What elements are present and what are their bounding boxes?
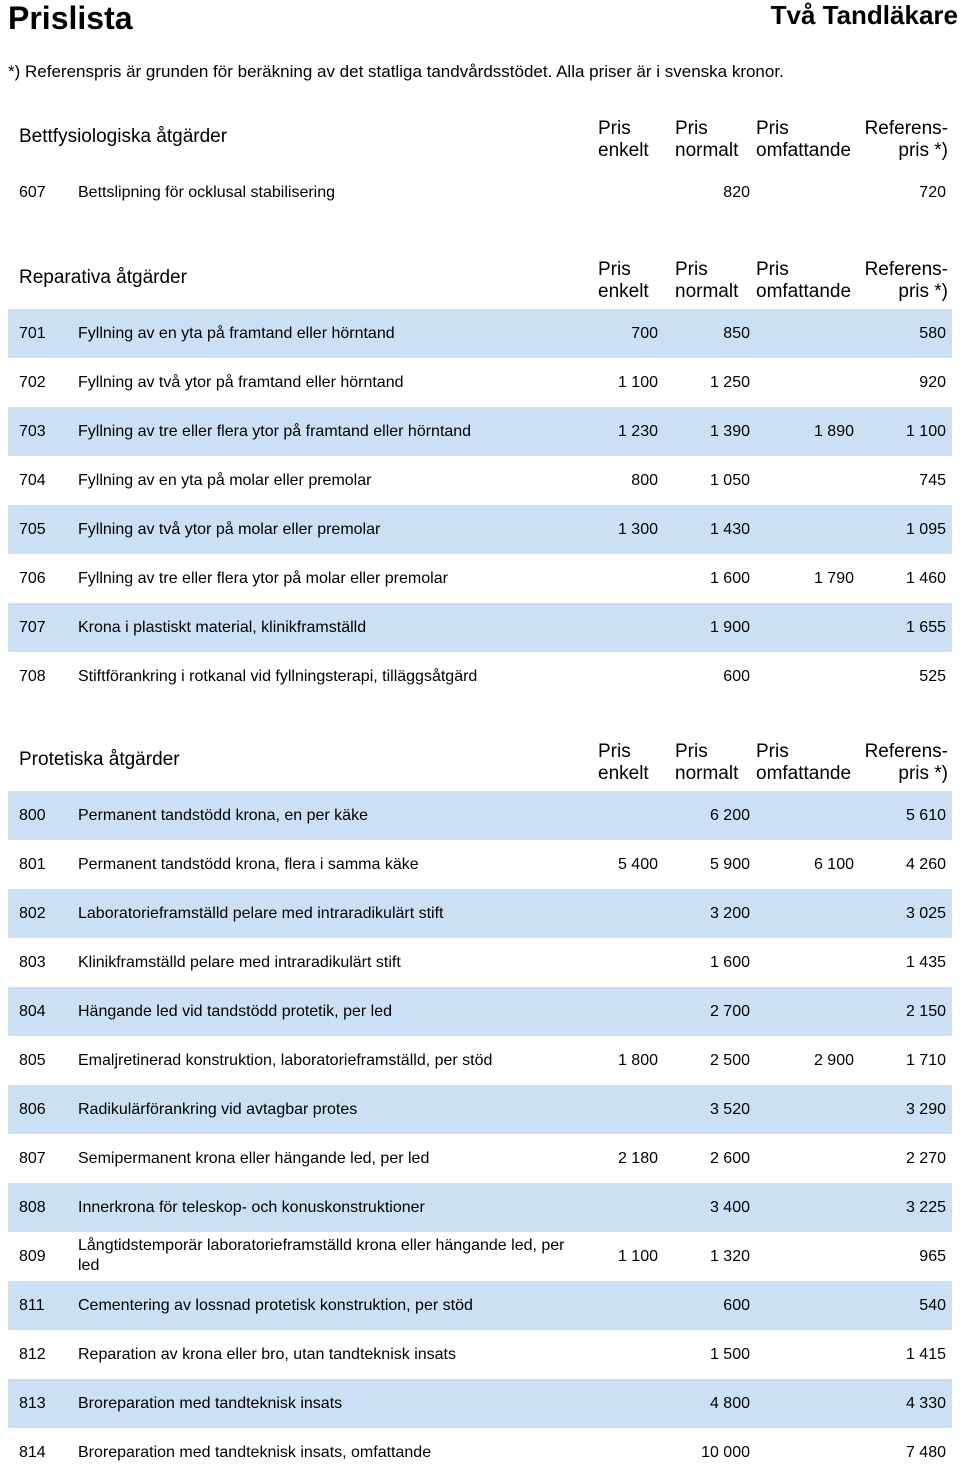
price-referens: 2 150	[905, 1003, 946, 1020]
treatment-code: 707	[19, 619, 46, 636]
table-row	[8, 1085, 952, 1134]
table-row	[8, 1428, 952, 1477]
column-header-normalt	[675, 259, 755, 303]
treatment-description: Klinikframställd pelare med intraradikulärt stift	[78, 954, 401, 971]
price-normalt: 1 600	[709, 954, 750, 971]
price-enkelt: 2 180	[617, 1150, 658, 1167]
price-referens: 5 610	[905, 807, 946, 824]
price-enkelt: 800	[631, 472, 658, 489]
price-referens: 720	[919, 184, 946, 201]
price-referens: 1 100	[905, 423, 946, 440]
column-header-line: Pris	[675, 259, 708, 280]
column-header-line: Pris	[756, 741, 789, 762]
column-header-line: Pris	[675, 741, 708, 762]
price-referens: 920	[919, 374, 946, 391]
column-header-normalt	[675, 741, 755, 785]
treatment-code: 812	[19, 1346, 46, 1363]
column-header-enkelt	[598, 741, 678, 785]
column-header-line: normalt	[675, 281, 739, 302]
price-normalt: 3 520	[709, 1101, 750, 1118]
column-header-line: enkelt	[598, 140, 649, 161]
price-referens: 540	[919, 1297, 946, 1314]
treatment-code: 706	[19, 570, 46, 587]
price-rows	[8, 791, 952, 1477]
table-row	[8, 1183, 952, 1232]
treatment-description: Fyllning av två ytor på molar eller premolar	[78, 521, 381, 538]
page-title: Prislista	[8, 0, 133, 36]
treatment-description: Fyllning av två ytor på framtand eller hörntand	[78, 374, 404, 391]
price-normalt: 5 900	[709, 856, 750, 873]
column-header-line: omfattande	[756, 763, 852, 784]
price-normalt: 1 900	[709, 619, 750, 636]
treatment-code: 708	[19, 668, 46, 685]
section-title: Bettfysiologiska åtgärder	[19, 126, 228, 147]
table-row	[8, 505, 952, 554]
table-row	[8, 168, 952, 217]
price-normalt: 1 600	[709, 570, 750, 587]
treatment-description: Permanent tandstödd krona, flera i samma käke	[78, 856, 419, 873]
price-referens: 3 290	[905, 1101, 946, 1118]
price-normalt: 1 320	[709, 1248, 750, 1265]
price-enkelt: 1 230	[617, 423, 658, 440]
price-normalt: 1 390	[709, 423, 750, 440]
treatment-code: 806	[19, 1101, 46, 1118]
price-referens: 1 435	[905, 954, 946, 971]
section-title: Reparativa åtgärder	[19, 267, 187, 288]
treatment-code: 809	[19, 1248, 46, 1265]
treatment-code: 705	[19, 521, 46, 538]
treatment-description: Fyllning av tre eller flera ytor på framtand eller hörntand	[78, 423, 472, 440]
treatment-code: 704	[19, 472, 46, 489]
treatment-code: 808	[19, 1199, 46, 1216]
column-header-referens	[848, 259, 948, 303]
treatment-description: Fyllning av en yta på molar eller premolar	[78, 472, 372, 489]
price-omfattande: 1 890	[813, 423, 854, 440]
price-referens: 1 460	[905, 570, 946, 587]
treatment-description: Fyllning av tre eller flera ytor på molar eller premolar	[78, 570, 448, 587]
treatment-description: Radikulärförankring vid avtagbar protes	[78, 1101, 358, 1118]
column-header-line: omfattande	[756, 140, 852, 161]
treatment-code: 802	[19, 905, 46, 922]
price-referens: 3 225	[905, 1199, 946, 1216]
column-header-line: Pris	[756, 259, 789, 280]
treatment-description: Reparation av krona eller bro, utan tandteknisk insats	[78, 1346, 456, 1363]
price-referens: 1 710	[905, 1052, 946, 1069]
treatment-description: Hängande led vid tandstödd protetik, per led	[78, 1003, 392, 1020]
price-referens: 1 415	[905, 1346, 946, 1363]
treatment-code: 807	[19, 1150, 46, 1167]
price-normalt: 1 500	[709, 1346, 750, 1363]
price-normalt: 600	[723, 1297, 750, 1314]
column-header-line: enkelt	[598, 281, 649, 302]
price-referens: 745	[919, 472, 946, 489]
column-header-referens	[848, 741, 948, 785]
price-enkelt: 5 400	[617, 856, 658, 873]
reference-note: *) Referenspris är grunden för beräkning av det statliga tandvårdsstödet. Alla priser är i svenska kronor.	[8, 62, 784, 81]
column-header-line: pris *)	[898, 140, 948, 161]
price-normalt: 2 600	[709, 1150, 750, 1167]
price-enkelt: 1 300	[617, 521, 658, 538]
column-header-line: pris *)	[898, 763, 948, 784]
table-row	[8, 554, 952, 603]
price-normalt: 1 050	[709, 472, 750, 489]
table-row	[8, 1036, 952, 1085]
table-row	[8, 309, 952, 358]
price-normalt: 850	[723, 325, 750, 342]
price-referens: 965	[919, 1248, 946, 1265]
price-section	[8, 741, 952, 1477]
column-header-enkelt	[598, 118, 678, 162]
column-header-line: Pris	[598, 741, 631, 762]
table-row	[8, 1232, 952, 1281]
column-header-referens	[848, 118, 948, 162]
section-title: Protetiska åtgärder	[19, 749, 180, 770]
price-normalt: 6 200	[709, 807, 750, 824]
treatment-description: Krona i plastiskt material, klinikframställd	[78, 619, 367, 636]
brand-name: Två Tandläkare	[770, 0, 958, 30]
treatment-code: 803	[19, 954, 46, 971]
price-referens: 7 480	[905, 1444, 946, 1461]
column-header-line: Referens-	[864, 259, 948, 280]
price-enkelt: 700	[631, 325, 658, 342]
column-header-line: normalt	[675, 140, 739, 161]
price-normalt: 10 000	[701, 1444, 750, 1461]
column-header-line: omfattande	[756, 281, 852, 302]
treatment-code: 607	[19, 184, 46, 201]
price-normalt: 600	[723, 668, 750, 685]
treatment-code: 805	[19, 1052, 46, 1069]
price-omfattande: 1 790	[813, 570, 854, 587]
table-row	[8, 1134, 952, 1183]
column-header-line: enkelt	[598, 763, 649, 784]
treatment-description: Fyllning av en yta på framtand eller hörntand	[78, 325, 395, 342]
table-row	[8, 791, 952, 840]
column-header-enkelt	[598, 259, 678, 303]
column-header-normalt	[675, 118, 755, 162]
column-header-line: Pris	[756, 118, 789, 139]
table-row	[8, 938, 952, 987]
price-rows	[8, 168, 952, 217]
treatment-description: Broreparation med tandteknisk insats	[78, 1395, 343, 1412]
price-enkelt: 1 100	[617, 374, 658, 391]
table-row	[8, 1281, 952, 1330]
price-normalt: 820	[723, 184, 750, 201]
price-normalt: 1 250	[709, 374, 750, 391]
treatment-description: Broreparation med tandteknisk insats, omfattande	[78, 1444, 432, 1461]
treatment-description: Bettslipning för ocklusal stabilisering	[78, 184, 336, 201]
treatment-description: Cementering av lossnad protetisk konstruktion, per stöd	[78, 1297, 473, 1314]
price-omfattande: 6 100	[813, 856, 854, 873]
price-normalt: 3 400	[709, 1199, 750, 1216]
treatment-code: 703	[19, 423, 46, 440]
treatment-code: 814	[19, 1444, 46, 1461]
column-header-line: normalt	[675, 763, 739, 784]
table-row	[8, 407, 952, 456]
column-header-line: Pris	[598, 118, 631, 139]
table-row	[8, 987, 952, 1036]
table-row	[8, 1330, 952, 1379]
treatment-description: Semipermanent krona eller hängande led, per led	[78, 1150, 430, 1167]
price-referens: 2 270	[905, 1150, 946, 1167]
price-section	[8, 259, 952, 701]
treatment-description: Innerkrona för teleskop- och konuskonstruktioner	[78, 1199, 425, 1216]
price-normalt: 1 430	[709, 521, 750, 538]
column-header-line: Referens-	[864, 118, 948, 139]
price-normalt: 4 800	[709, 1395, 750, 1412]
treatment-code: 701	[19, 325, 46, 342]
table-row	[8, 840, 952, 889]
treatment-description: Permanent tandstödd krona, en per käke	[78, 807, 368, 824]
table-row	[8, 358, 952, 407]
price-referens: 4 260	[905, 856, 946, 873]
price-omfattande: 2 900	[813, 1052, 854, 1069]
section-header	[8, 118, 952, 166]
treatment-code: 800	[19, 807, 46, 824]
price-referens: 525	[919, 668, 946, 685]
table-row	[8, 889, 952, 938]
price-normalt: 3 200	[709, 905, 750, 922]
table-row	[8, 456, 952, 505]
treatment-code: 804	[19, 1003, 46, 1020]
treatment-description: Emaljretinerad konstruktion, laboratorieframställd, per stöd	[78, 1052, 493, 1069]
price-referens: 1 095	[905, 521, 946, 538]
treatment-description: Långtidstemporär laboratorieframställd krona eller hängande led, per led	[78, 1237, 565, 1274]
price-referens: 4 330	[905, 1395, 946, 1412]
table-row	[8, 1379, 952, 1428]
price-normalt: 2 700	[709, 1003, 750, 1020]
section-header	[8, 259, 952, 307]
price-enkelt: 1 800	[617, 1052, 658, 1069]
column-header-line: Referens-	[864, 741, 948, 762]
treatment-code: 813	[19, 1395, 46, 1412]
table-row	[8, 652, 952, 701]
column-header-line: Pris	[675, 118, 708, 139]
treatment-code: 801	[19, 856, 46, 873]
treatment-code: 702	[19, 374, 46, 391]
price-referens: 580	[919, 325, 946, 342]
section-header	[8, 741, 952, 789]
treatment-code: 811	[19, 1297, 45, 1314]
price-normalt: 2 500	[709, 1052, 750, 1069]
price-section	[8, 118, 952, 217]
treatment-description: Laboratorieframställd pelare med intraradikulärt stift	[78, 905, 444, 922]
price-referens: 3 025	[905, 905, 946, 922]
treatment-description: Stiftförankring i rotkanal vid fyllningsterapi, tilläggsåtgärd	[78, 668, 478, 685]
price-referens: 1 655	[905, 619, 946, 636]
price-enkelt: 1 100	[617, 1248, 658, 1265]
column-header-line: Pris	[598, 259, 631, 280]
table-row	[8, 603, 952, 652]
column-header-line: pris *)	[898, 281, 948, 302]
price-rows	[8, 309, 952, 701]
